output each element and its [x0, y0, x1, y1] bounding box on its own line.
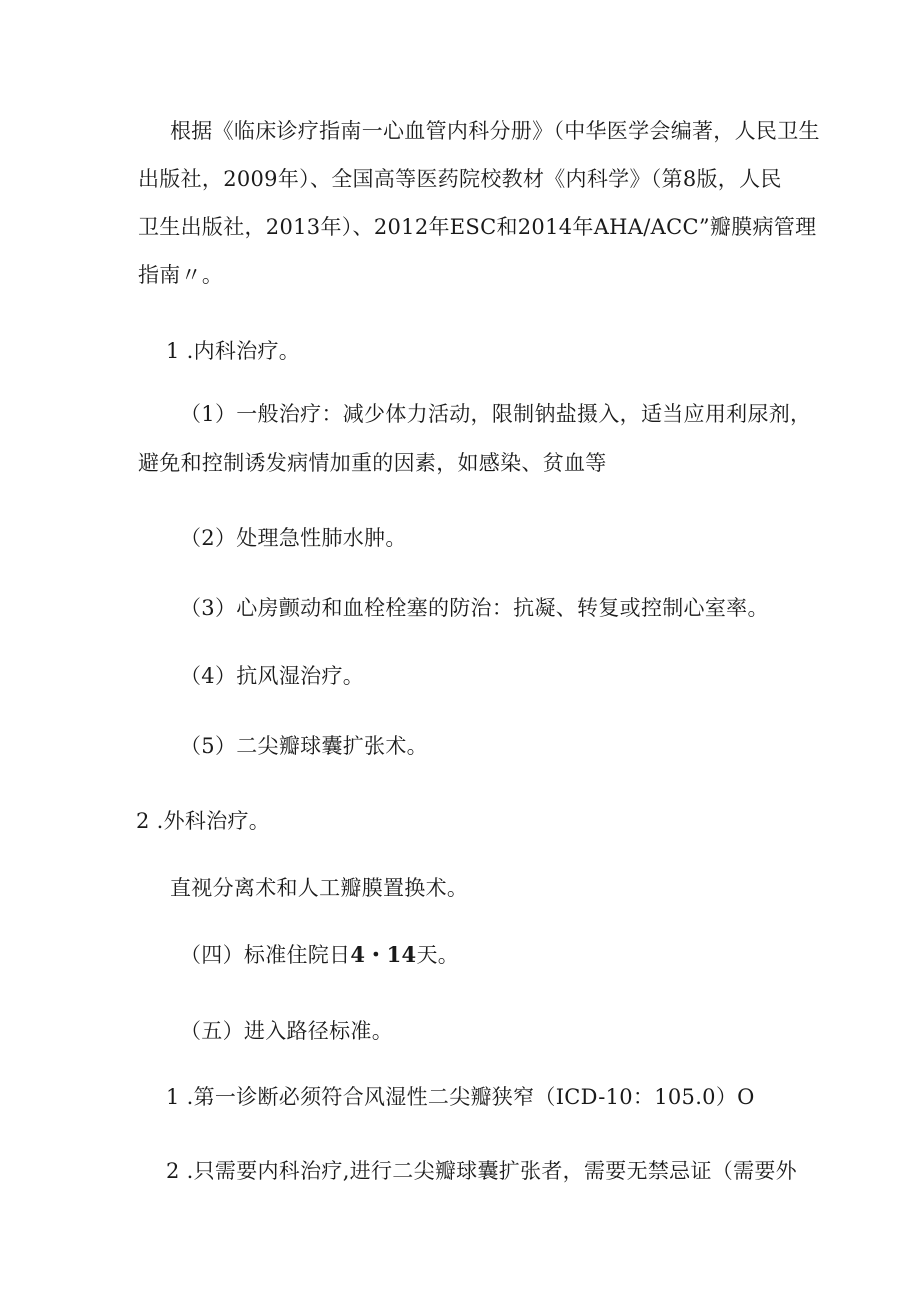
section-2-heading: 2 .外科治疗。 [136, 809, 271, 833]
intro-line-2: 出版社，2009年）、全国高等医药院校教材《内科学》（第8版，人民 [138, 167, 782, 191]
intro-line-3: 卫生出版社，2013年）、2012年ESC和2014年AHA/ACC”瓣膜病管理 [138, 215, 817, 239]
s1-item-1-line-1: （1）一般治疗：减少体力活动，限制钠盐摄入，适当应用利尿剂， [180, 402, 812, 426]
section-1-heading: 1 .内科治疗。 [166, 339, 301, 363]
s4-days: 4・14 [350, 942, 417, 967]
s4-suffix: 天。 [416, 943, 460, 967]
section-5-heading: （五）进入路径标准。 [180, 1019, 393, 1043]
s5-item-2: 2 .只需要内科治疗,进行二尖瓣球囊扩张者，需要无禁忌证（需要外 [166, 1159, 797, 1183]
s1-item-2: （2）处理急性肺水肿。 [180, 526, 407, 550]
intro-line-1: 根据《临床诊疗指南一心血管内科分册》（中华医学会编著，人民卫生 [170, 119, 820, 143]
s1-item-3: （3）心房颤动和血栓栓塞的防治：抗凝、转复或控制心室率。 [180, 596, 769, 620]
s1-item-1-line-2: 避免和控制诱发病情加重的因素，如感染、贫血等 [138, 451, 607, 475]
s1-item-5: （5）二尖瓣球囊扩张术。 [180, 734, 428, 758]
intro-line-4: 指南〃。 [138, 263, 224, 287]
s1-item-4: （4）抗风湿治疗。 [180, 664, 365, 688]
section-2-text: 直视分离术和人工瓣膜置换术。 [170, 876, 469, 900]
s5-item-1: 1 .第一诊断必须符合风湿性二尖瓣狭窄（ICD-10：105.0）O [166, 1085, 755, 1109]
s4-prefix: （四）标准住院日 [180, 943, 351, 967]
section-4-length-of-stay [180, 940, 459, 970]
